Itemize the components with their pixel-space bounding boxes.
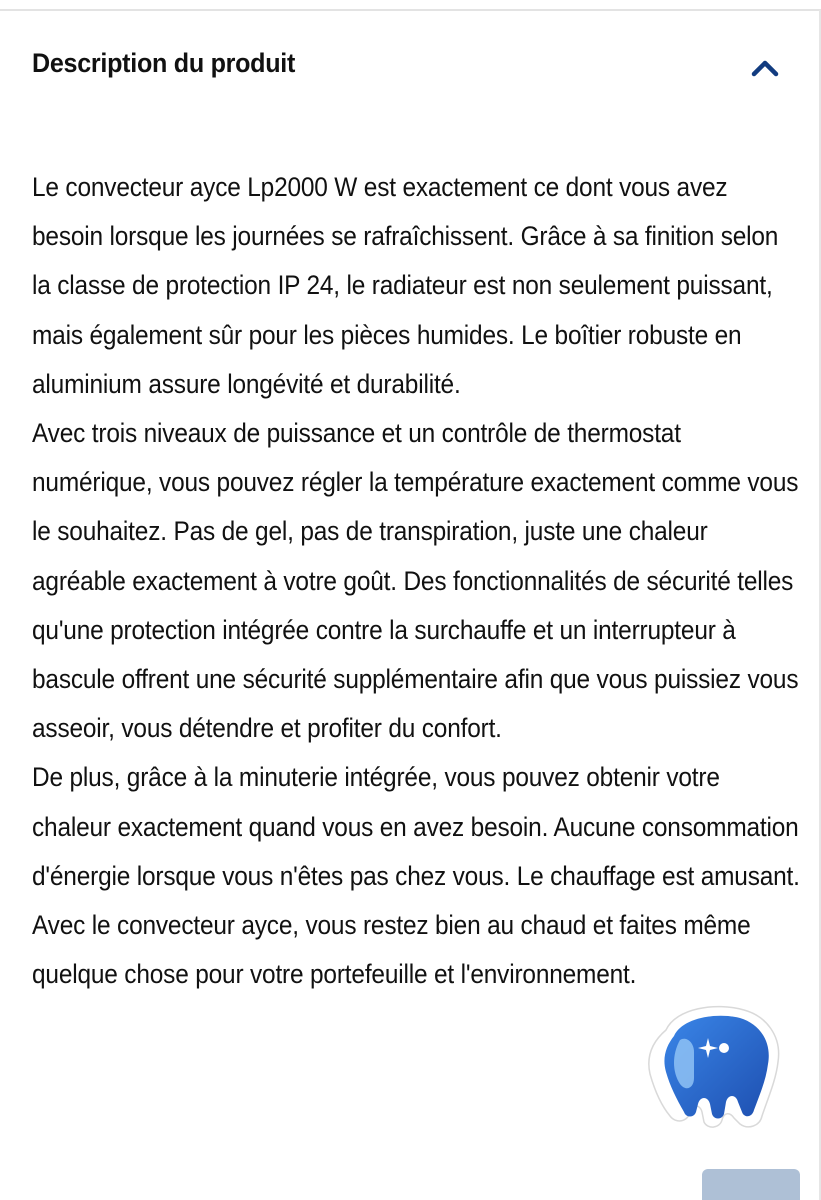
- top-divider: [0, 9, 821, 11]
- elephant-mascot-icon[interactable]: [636, 1000, 786, 1136]
- description-paragraph: Le convecteur ayce Lp2000 W est exactement ce dont vous avez besoin lorsque les journées se rafraîchissent. Grâce à sa finition selon la classe de protection IP 24, le radiateur est non seulement puissant, mais également sûr pour les pièces humides. Le boîtier robuste en aluminium assure longévité et durabilité.: [32, 172, 779, 399]
- scroll-top-button[interactable]: [702, 1169, 800, 1200]
- collapse-toggle-button[interactable]: [744, 52, 786, 84]
- description-paragraph: De plus, grâce à la minuterie intégrée, vous pouvez obtenir votre chaleur exactement quand vous en avez besoin. Aucune consommation d'énergie lorsque vous n'êtes pas chez vous. Le chauffage est amusant. Avec le convecteur ayce, vous restez bien au chaud et faites même quelque chose pour votre portefeuille et l'environnement.: [32, 762, 800, 990]
- description-section-header[interactable]: [0, 30, 819, 104]
- description-paragraph: Avec trois niveaux de puissance et un contrôle de thermostat numérique, vous pouvez régler la température exactement comme vous le souhaitez. Pas de gel, pas de transpiration, juste une chaleur agréable exactement à votre goût. Des fonctionnalités de sécurité telles qu'une protection intégrée contre la surchauffe et un interrupteur à bascule offrent une sécurité supplémentaire afin que vous puissiez vous asseoir, vous détendre et profiter du confort.: [32, 418, 799, 744]
- section-title: Description du produit: [32, 48, 296, 78]
- chevron-up-icon: [744, 52, 786, 84]
- product-description: [32, 163, 802, 999]
